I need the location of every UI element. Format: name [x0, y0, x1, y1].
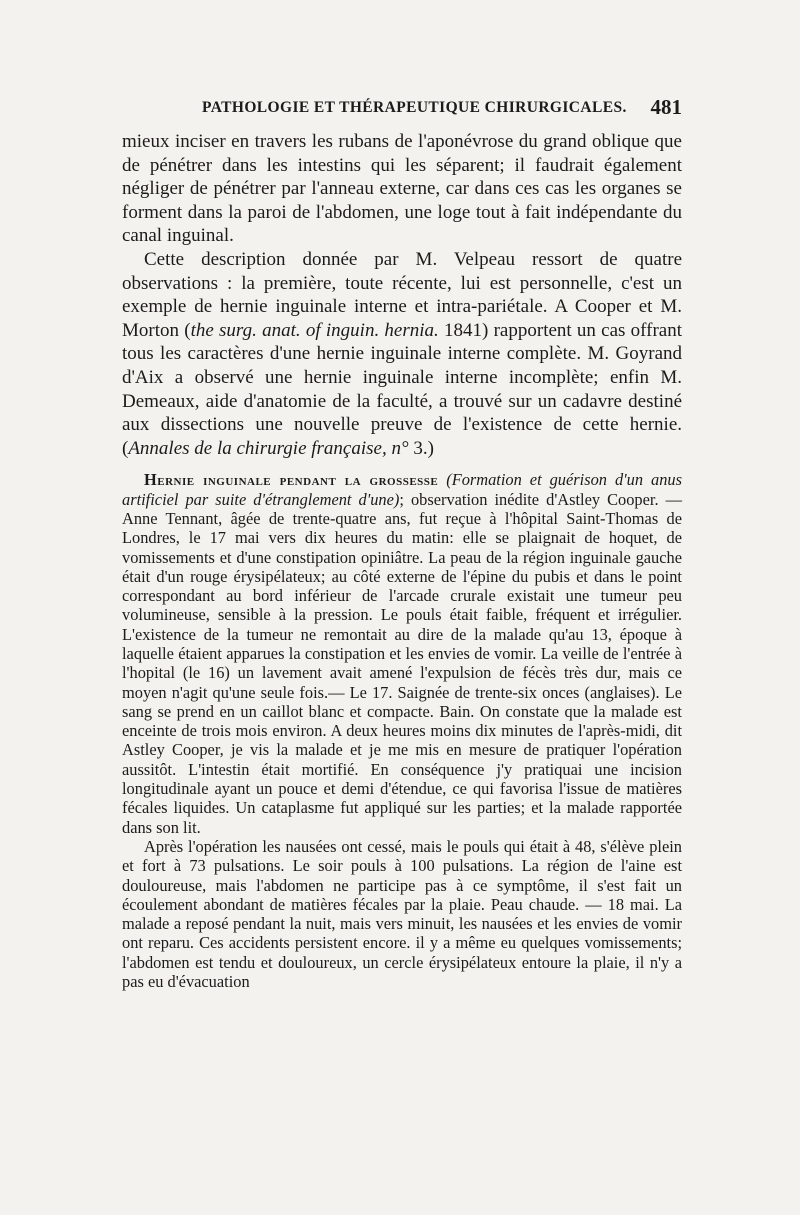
section-heading: Hernie inguinale pendant la grossesse — [144, 470, 439, 490]
paragraph: Après l'opération les nausées ont cessé, mais le pouls qui était à 48, s'élève plein et fort à 73 pulsations. Le soir pouls à 100 pulsations. La région de l'aine est douloureuse, mais l'abdomen ne participe pas à ce symptôme, il s'est fait un écoulement abondant de matières fécales par la plaie. Peau chaude. — 18 mai. La malade a reposé pendant la nuit, mais vers minuit, les nausées et les envies de vomir ont reparu. Ces accidents persistent encore. il y a même eu quelques vomissements; l'abdomen est tendu et douloureux, un cercle érysipélateux entoure la plaie, il n'y a pas eu d'évacuation — [122, 836, 682, 992]
citation: the surg. anat. of inguin. hernia. — [190, 319, 439, 341]
page-header — [122, 95, 682, 125]
section-subtitle: (Formation et guérison d'un anus artificiel par suite d'étranglement d'une) — [122, 470, 682, 509]
citation: Annales de la chirurgie française, n° — [128, 437, 409, 459]
text-run: 1841) rapportent un cas offrant tous les caractères d'une hernie inguinale interne complète. M. Goyrand d'Aix a observé une hernie inguinale interne incomplète; enfin M. Demeaux, aide d'anatomie de la faculté, a trouvé sur un cadavre destiné aux dissections une nouvelle preuve de l'existence de cette hernie. ( — [122, 319, 683, 459]
page-body — [122, 130, 682, 991]
text-run: Cette description donnée par M. Velpeau ressort de quatre observations : la première, toute récente, lui est personnelle, c'est un exemple de hernie inguinale interne et intra-pariétale. A Cooper et M. Morton ( — [122, 248, 682, 341]
text-run: ; observation inédite d'Astley Cooper. — Anne Tennant, âgée de trente-quatre ans, fut reçue à l'hôpital Saint-Thomas de Londres, le 17 mai vers dix heures du matin: elle se plaignait de hoquet, de vomissements et d'une constipation opiniâtre. La peau de la région inguinale gauche était d'un rouge érysipélateux; au côté externe de l'épine du pubis et dans le point correspondant au bord inférieur de l'arcade crurale existait une tumeur peu volumineuse, sensible à la pression. Le pouls était faible, fréquent et irrégulier. L'existence de la tumeur ne remontait au dire de la malade qu'au 13, époque à laquelle étaient apparues la constipation et les envies de vomir. La veille de l'entrée à l'hopital (le 16) un lavement avait amené l'expulsion de fécès très dur, mais ce moyen n'agit qu'une seule fois.— Le 17. Saignée de trente-six onces (anglaises). Le sang se prend en un caillot blanc et compacte. Bain. On constate que la malade est enceinte de trois mois environ. A deux heures moins dix minutes de l'après-midi, dit Astley Cooper, je vis la malade et je me mis en mesure de pratiquer l'opération aussitôt. L'intestin était mortifié. En conséquence j'y pratiquai une incision longitudinale ayant un pouce et demi d'étendue, ce qui favorisa l'issue de matières fécales liquides. Un cataplasme fut appliqué sur les parties; et la malade rapportée dans son lit. — [122, 489, 682, 837]
text-run: 3.) — [408, 437, 434, 459]
section-grossesse — [122, 470, 682, 991]
paragraph — [122, 248, 682, 460]
running-title: PATHOLOGIE ET THÉRAPEUTIQUE CHIRURGICALES. — [202, 99, 627, 116]
section-hernie-interne — [122, 130, 682, 460]
page-number: 481 — [650, 95, 682, 119]
paragraph: mieux inciser en travers les rubans de l'aponévrose du grand oblique que de pénétrer dans les intestins qui les séparent; il faudrait également négliger de pénétrer par l'anneau externe, car dans ces cas les organes se forment dans la paroi de l'abdomen, une loge tout à fait indépendante du canal inguinal. — [122, 131, 682, 247]
paragraph — [122, 470, 682, 837]
